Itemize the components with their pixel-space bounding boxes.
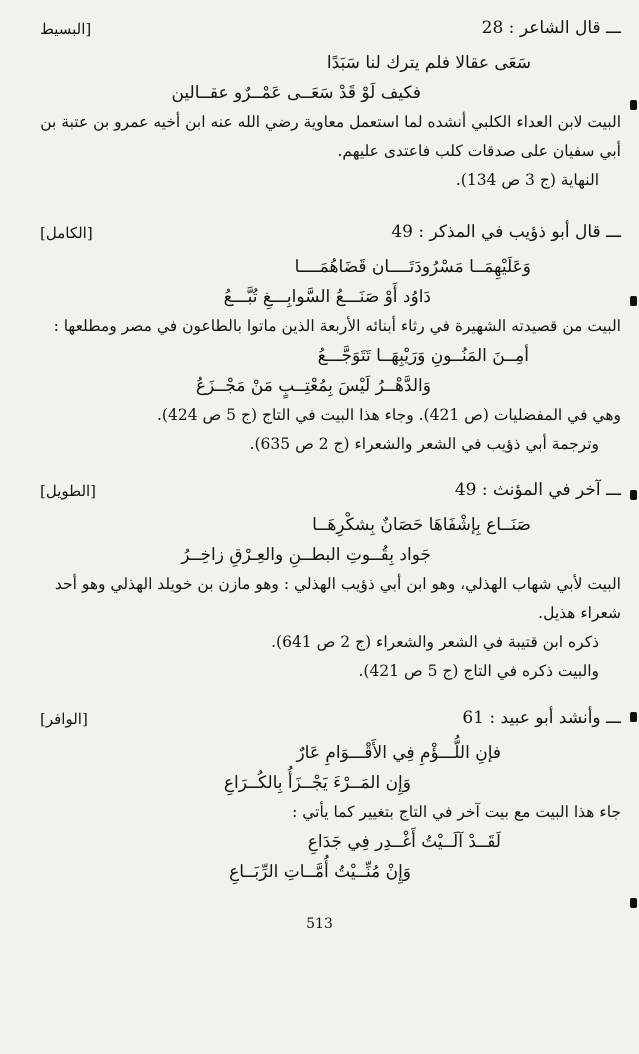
text-line: النهاية (ج 3 ص 134). (455, 171, 599, 189)
entry-title: ـــ قال أبو ذؤيب في المذكر : 49 (391, 222, 621, 242)
text-line: وترجمة أبي ذؤيب في الشعر والشعراء (ج 2 ص 635). (249, 435, 599, 453)
entry-title: ـــ آخر في المؤنث : 49 (454, 480, 621, 500)
scan-mark (630, 490, 637, 500)
verse-line: وَالدَّهْــرُ لَيْسَ بِمُعْتِــبٍ مَنْ مَجْــزَعُ (195, 376, 431, 396)
verse-line: فإنِ اللُّـــؤْمِ فِي الأَقْـــوَامِ عَارٌ (296, 743, 501, 763)
entry-title: ـــ قال الشاعر : 28 (481, 18, 621, 38)
scan-mark (630, 100, 637, 110)
entry-title: ـــ وأنشد أبو عبيد : 61 (462, 708, 621, 728)
meter-label: [البسيط (40, 20, 92, 38)
meter-label: [الوافر] (40, 710, 88, 728)
verse-line: فكيف لَوْ قَدْ سَعَــى عَمْــرٌو عقــالين (171, 83, 421, 103)
text-line: البيت لأبي شهاب الهذلي، وهو ابن أبي ذؤيب الهذلي : وهو مازن بن خويلد الهذلي وهو أحد (54, 575, 621, 593)
text-line: البيت من قصيدته الشهيرة في رثاء أبنائه الأربعة الذين ماتوا بالطاعون في مصر ومطلعها : (53, 317, 621, 335)
meter-label: [الطويل] (40, 482, 97, 500)
verse-line: دَاوُد أَوْ صَنَـــعُ السَّوابِـــغِ تُبَّـــعُ (223, 287, 431, 307)
verse-line: وَإِنْ مُنِّــيْتُ أُمَّــاتِ الرِّبَــاعِ (229, 862, 411, 882)
entry-1 (40, 18, 621, 195)
verse-line: وَإِن المَــرْءَ يَجْــزَأُ بِالكُــرَاعِ (223, 773, 411, 793)
verse-line: صَنَــاع بِإشْفَاهَا حَصَانٌ بِشكْرِهَــا (312, 515, 531, 535)
entry-header (40, 480, 621, 510)
page-number: 513 (306, 916, 333, 932)
verse-line: سَعَى عقالا فلم يترك لنا سَبَدًا (326, 53, 531, 73)
entry-3 (40, 480, 621, 686)
text-line: شعراء هذيل. (538, 604, 621, 622)
scan-mark (630, 898, 637, 908)
meter-label: [الكامل] (40, 224, 93, 242)
text-line: أبي سفيان على صدقات كلب فاعتدى عليهم. (337, 142, 621, 160)
entry-header (40, 708, 621, 738)
entry-2 (40, 222, 621, 459)
verse-line: لَقَــدْ آلَــيْتُ أَغْــدِر فِي جَدَاعِ (307, 832, 501, 852)
text-line: البيت لابن العداء الكلبي أنشده لما استعمل معاوية رضي الله عنه ابن أخيه عمرو بن عتبة بن (40, 113, 621, 131)
verse-line: جَواد بِقُــوتِ البطــنِ والعِـرْقِ زاخِــرُ (181, 545, 431, 565)
text-line: وهي في المفضليات (ص 421). وجاء هذا البيت في التاج (ج 5 ص 424). (156, 406, 621, 424)
entry-header (40, 18, 621, 48)
text-line: جاء هذا البيت مع بيت آخر في التاج بتغيير كما يأتي : (292, 803, 621, 821)
verse-line: وَعَلَيْهِمَــا مَسْرُودَتَــــان قَضَاهُمَــــا (294, 257, 531, 277)
entry-4 (40, 708, 621, 887)
verse-line: أمِــنَ المَنُــونِ وَرَيْبِهَــا تَتَوَجَّـــعُ (317, 346, 529, 366)
entry-header (40, 222, 621, 252)
scan-mark (630, 296, 637, 306)
text-line: والبيت ذكره في التاج (ج 5 ص 421). (358, 662, 599, 680)
scan-mark (630, 712, 637, 722)
text-line: ذكره ابن قتيبة في الشعر والشعراء (ج 2 ص 641). (271, 633, 599, 651)
